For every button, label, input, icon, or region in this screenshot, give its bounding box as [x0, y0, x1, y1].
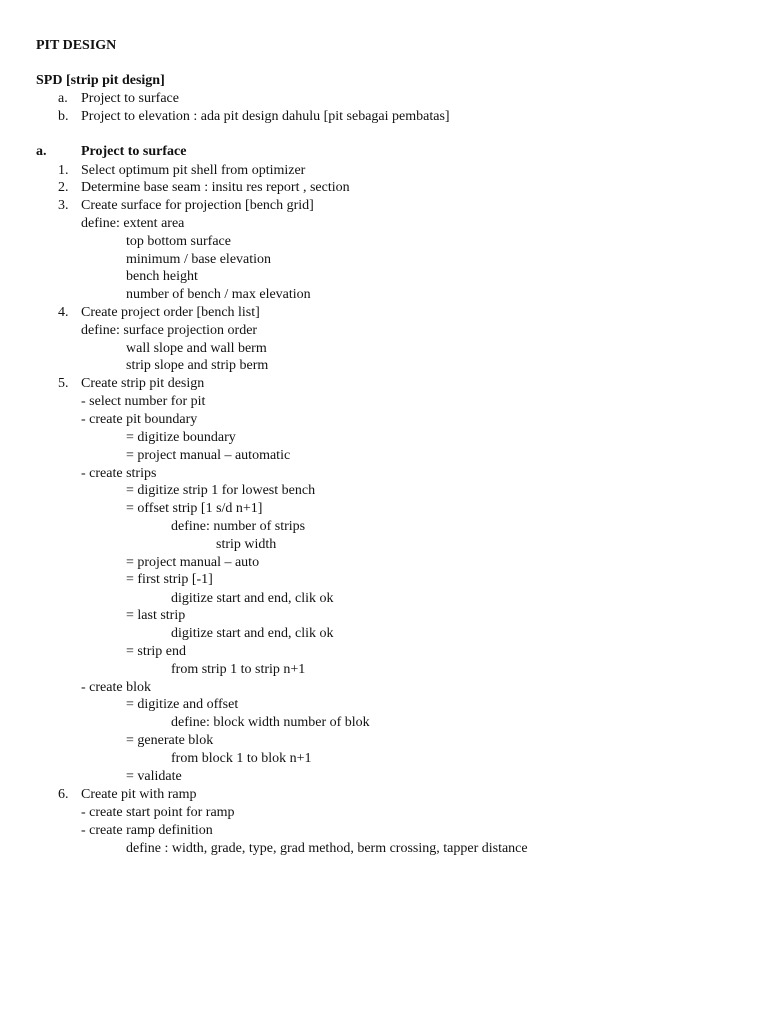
step-1-text: Select optimum pit shell from optimizer: [81, 163, 306, 178]
step-5-line: = digitize strip 1 for lowest bench: [126, 483, 316, 498]
step-3-number: 3.: [58, 198, 69, 213]
step-5-line: from block 1 to blok n+1: [171, 751, 312, 766]
step-5-line: = strip end: [126, 644, 186, 659]
step-4-define: define: surface projection order: [81, 323, 258, 338]
step-5-line: = validate: [126, 769, 182, 784]
step-2-text: Determine base seam : insitu res report , section: [81, 180, 350, 195]
step-5-line: strip width: [216, 537, 277, 552]
step-5-line: = project manual – auto: [126, 555, 260, 570]
step-5-line: = first strip [-1]: [126, 572, 213, 587]
spd-heading: SPD [strip pit design]: [36, 73, 165, 88]
step-5-line: digitize start and end, clik ok: [171, 626, 334, 641]
step-6-number: 6.: [58, 787, 69, 802]
step-6-line: define : width, grade, type, grad method, berm crossing, tapper distance: [126, 841, 528, 856]
step-5-line: = project manual – automatic: [126, 448, 291, 463]
step-3-sub-item: bench height: [126, 269, 198, 284]
step-5-line: = generate blok: [126, 733, 214, 748]
section-a-title: Project to surface: [81, 144, 187, 159]
step-5-number: 5.: [58, 376, 69, 391]
doc-title: PIT DESIGN: [36, 38, 117, 53]
step-5-text: Create strip pit design: [81, 376, 205, 391]
step-4-sub-item: wall slope and wall berm: [126, 341, 267, 356]
step-6-line: - create ramp definition: [81, 823, 213, 838]
step-5-line: digitize start and end, clik ok: [171, 591, 334, 606]
step-3-sub-item: number of bench / max elevation: [126, 287, 311, 302]
step-5-line: = digitize boundary: [126, 430, 236, 445]
step-3-sub-item: top bottom surface: [126, 234, 231, 249]
spd-list-item-a: Project to surface: [81, 91, 179, 106]
step-6-line: - create start point for ramp: [81, 805, 235, 820]
step-3-define: define: extent area: [81, 216, 185, 231]
step-5-line: - select number for pit: [81, 394, 206, 409]
step-1-number: 1.: [58, 163, 69, 178]
step-5-line: = offset strip [1 s/d n+1]: [126, 501, 263, 516]
step-5-line: - create strips: [81, 466, 157, 481]
step-5-line: - create blok: [81, 680, 151, 695]
step-5-line: define: number of strips: [171, 519, 306, 534]
section-a-marker: a.: [36, 144, 47, 159]
spd-list-item-b: Project to elevation : ada pit design dahulu [pit sebagai pembatas]: [81, 109, 450, 124]
step-5-line: = last strip: [126, 608, 186, 623]
step-5-line: = digitize and offset: [126, 697, 239, 712]
spd-list-marker-b: b.: [58, 109, 69, 124]
step-3-text: Create surface for projection [bench grid]: [81, 198, 314, 213]
step-6-text: Create pit with ramp: [81, 787, 197, 802]
step-5-line: define: block width number of blok: [171, 715, 370, 730]
spd-list-marker-a: a.: [58, 91, 68, 106]
step-3-sub-item: minimum / base elevation: [126, 252, 272, 267]
step-4-number: 4.: [58, 305, 69, 320]
step-4-sub-item: strip slope and strip berm: [126, 358, 269, 373]
step-4-text: Create project order [bench list]: [81, 305, 260, 320]
step-5-line: from strip 1 to strip n+1: [171, 662, 306, 677]
step-5-line: - create pit boundary: [81, 412, 198, 427]
step-2-number: 2.: [58, 180, 69, 195]
